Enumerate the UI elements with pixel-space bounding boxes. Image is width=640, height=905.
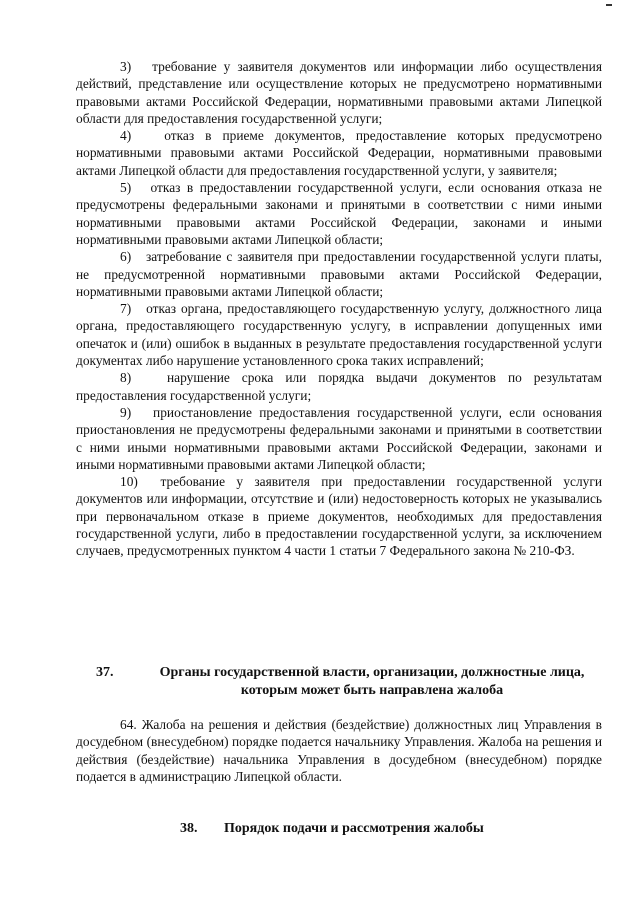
paragraph-64 xyxy=(76,716,602,785)
corner-mark xyxy=(606,4,612,6)
section-37-number: 37. xyxy=(96,665,114,680)
list-item: 5) отказ в предоставлении государственной услуги, если основания отказа не предусмотрены федеральными законами и принятыми в соответствии с ними иными нормативными правовыми актами Российской Федерации, законами и иными нормативными правовыми актами Липецкой области; xyxy=(76,180,602,247)
list-item: 10) требование у заявителя при предоставлении государственной услуги документов или информации, отсутствие и (или) недостоверность которых не указывались при первоначальном отказе в приеме документов, необходимых для предоставления государственной услуги, либо в предоставлении государственной услуги, за исключением случаев, предусмотренных пунктом 4 части 1 статьи 7 Федерального закона № 210-ФЗ. xyxy=(76,474,602,559)
list-item: 7) отказ органа, предоставляющего государственную услугу, должностного лица органа, предоставляющего государственную услугу, в исправлении допущенных ими опечаток и (или) ошибок в выданных в результате предоставления государственной услуги документах либо нарушение установленного срока таких исправлений; xyxy=(76,301,602,369)
section-37-title-line1: Органы государственной власти, организации, должностные лица, xyxy=(159,665,585,680)
section-37-title-line2: которым может быть направлена жалоба xyxy=(240,683,504,698)
list-item: 8) нарушение срока или порядка выдачи документов по результатам предоставления государственной услуги; xyxy=(76,370,602,403)
list-item: 6) затребование с заявителя при предоставлении государственной услуги платы, не предусмотренной нормативными правовыми актами Российской Федерации, нормативными правовыми актами Липецкой области; xyxy=(76,249,602,299)
section-38-title: Порядок подачи и рассмотрения жалобы xyxy=(224,821,484,836)
paragraph-64-text: 64. Жалоба на решения и действия (бездействие) должностных лиц Управления в досудебном (внесудебном) порядке подается начальнику Управления. Жалоба на решения и действия (бездействие) начальника Управления в досудебном (внесудебном) порядке подается в администрацию Липецкой области. xyxy=(76,717,602,784)
list-item: 4) отказ в приеме документов, предоставление которых предусмотрено нормативными правовыми актами Российской Федерации, нормативными правовыми актами Липецкой области для предоставления государственной услуги, у заявителя; xyxy=(76,128,602,178)
section-38-number: 38. xyxy=(180,821,198,836)
section-38-heading xyxy=(180,820,540,838)
list-item: 9) приостановление предоставления государственной услуги, если основания приостановления не предусмотрены федеральными законами и принятыми в соответствии с ними иными нормативными правовыми актами Российской Федерации, законами и иными нормативными правовыми актами Липецкой области; xyxy=(76,404,602,472)
section-37-heading xyxy=(82,664,602,700)
grounds-list xyxy=(76,58,602,560)
list-item: 3) требование у заявителя документов или информации либо осуществления действий, представление или осуществление которых не предусмотрено нормативными правовыми актами Российской Федерации, нормативными правовыми актами Липецкой области для предоставления государственной услуги; xyxy=(76,59,602,126)
